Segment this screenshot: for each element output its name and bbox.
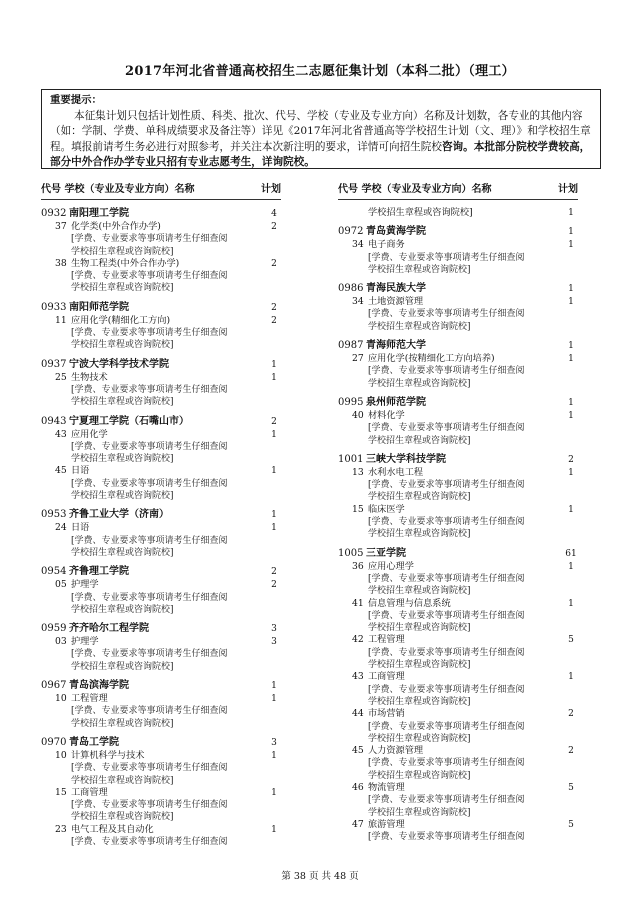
major-code: 03 <box>55 636 67 648</box>
plan-count: 1 <box>568 672 574 683</box>
plan-count: 2 <box>568 709 574 720</box>
header-school-label: 代号 学校（专业及专业方向）名称 <box>41 184 195 195</box>
plan-count: 2 <box>271 580 277 591</box>
major-name: 临床医学 <box>368 503 405 515</box>
note-line: 学校招生章程或咨询院校] <box>368 321 471 332</box>
note-line: [学费、专业要求等事项请考生仔细查阅 <box>368 758 525 769</box>
major-row <box>41 693 281 705</box>
school-row <box>338 453 578 467</box>
major-name: 工商管理 <box>368 671 405 683</box>
major-note <box>338 610 578 635</box>
school-name: 青海民族大学 <box>366 283 426 295</box>
major-code: 34 <box>352 239 364 251</box>
important-notice-box <box>41 89 601 169</box>
school-code: 0959 <box>41 623 67 635</box>
major-code: 11 <box>55 314 67 326</box>
note-line: 学校招生章程或咨询院校] <box>71 340 174 351</box>
major-code: 42 <box>352 634 364 646</box>
major-name: 旅游管理 <box>368 818 405 830</box>
plan-count: 1 <box>568 467 574 478</box>
major-code: 43 <box>352 671 364 683</box>
major-code: 46 <box>352 781 364 793</box>
major-code: 23 <box>55 823 67 835</box>
plan-count: 3 <box>271 624 277 635</box>
note-line: 学校招生章程或咨询院校] <box>368 207 473 218</box>
major-row <box>338 598 578 610</box>
school-row <box>41 565 281 579</box>
major-note <box>41 799 281 824</box>
note-line: 学校招生章程或咨询院校] <box>368 529 471 540</box>
note-line: [学费、专业要求等事项请考生仔细查阅 <box>368 610 525 621</box>
plan-count: 5 <box>568 819 574 830</box>
major-code: 44 <box>352 708 364 720</box>
plan-count: 1 <box>568 208 574 218</box>
note-line: [学费、专业要求等事项请考生仔细查阅 <box>368 832 525 843</box>
major-name: 应用化学 <box>71 428 108 440</box>
plan-count: 1 <box>271 694 277 705</box>
plan-count: 2 <box>271 416 277 427</box>
major-name: 工程管理 <box>368 634 405 646</box>
plan-count: 1 <box>568 297 574 308</box>
major-row <box>338 745 578 757</box>
major-row <box>338 504 578 516</box>
school-code: 0932 <box>41 208 67 219</box>
note-line: 学校招生章程或咨询院校] <box>368 435 471 446</box>
note-line: [学费、专业要求等事项请考生仔细查阅 <box>71 592 228 603</box>
note-line: [学费、专业要求等事项请考生仔细查阅 <box>71 478 228 489</box>
major-row <box>338 819 578 831</box>
school-code: 0937 <box>41 358 67 370</box>
note-line: 学校招生章程或咨询院校] <box>71 604 174 615</box>
plan-count: 1 <box>271 681 277 692</box>
school-name: 青岛滨海学院 <box>69 680 129 692</box>
major-note <box>338 757 578 782</box>
major-note <box>338 831 578 843</box>
plan-count: 2 <box>271 315 277 326</box>
school-row <box>338 339 578 353</box>
note-line: [学费、专业要求等事项请考生仔细查阅 <box>368 517 525 528</box>
note-line: [学费、专业要求等事项请考生仔细查阅 <box>368 252 525 263</box>
major-name: 市场营销 <box>368 708 405 720</box>
major-name: 化学类(中外合作办学) <box>71 221 161 232</box>
major-row <box>338 467 578 479</box>
major-code: 45 <box>55 465 67 477</box>
major-code: 41 <box>352 597 364 609</box>
note-line: 学校招生章程或咨询院校] <box>71 454 174 465</box>
major-row <box>41 579 281 591</box>
major-note <box>338 422 578 447</box>
note-line: [学费、专业要求等事项请考生仔细查阅 <box>71 384 228 395</box>
left-column <box>41 181 281 848</box>
major-note <box>41 233 281 258</box>
plan-count: 1 <box>271 466 277 477</box>
major-row <box>41 824 281 836</box>
header-school-label: 代号 学校（专业及专业方向）名称 <box>338 184 492 195</box>
school-row <box>41 301 281 315</box>
school-code: 0933 <box>41 301 67 313</box>
major-note <box>41 441 281 466</box>
major-row <box>338 410 578 422</box>
note-line: [学费、专业要求等事项请考生仔细查阅 <box>368 480 525 491</box>
major-row <box>41 221 281 233</box>
notice-body-text: 本征集计划只包括计划性质、科类、批次、代号、学校（专业及专业方向）名称及计划数，各专业的其他内容（如：学制、学费、单科成绩要求及备注等）详见《2017年河北省普通高等学校招生计划（文、理）》和学校招生章程。填报前请考生务必进行对照参考，并关注本次新注明的要求，详情可向招生院校 <box>50 109 591 153</box>
plan-count: 1 <box>568 410 574 421</box>
major-code: 05 <box>55 579 67 591</box>
plan-count: 1 <box>568 227 574 238</box>
plan-count: 1 <box>271 523 277 534</box>
school-row <box>41 358 281 372</box>
major-note <box>338 794 578 819</box>
note-line: 学校招生章程或咨询院校] <box>368 770 471 781</box>
major-row <box>41 636 281 648</box>
major-row <box>338 782 578 794</box>
major-row <box>41 258 281 270</box>
column-header <box>41 181 281 200</box>
note-line: [学费、专业要求等事项请考生仔细查阅 <box>368 423 525 434</box>
school-code: 0967 <box>41 680 67 692</box>
major-code: 13 <box>352 466 364 478</box>
header-plan-label: 计划 <box>261 184 281 195</box>
school-row <box>41 622 281 636</box>
major-row <box>338 708 578 720</box>
major-note <box>41 478 281 503</box>
school-row <box>338 225 578 239</box>
major-note <box>41 327 281 352</box>
plan-count: 2 <box>568 746 574 757</box>
major-row <box>338 634 578 646</box>
school-row <box>338 547 578 561</box>
notice-body-bold: 咨询。本批部分院校学费较高，部分中外合作办学专业只招有专业志愿考生，详询院校。 <box>50 140 591 169</box>
major-note <box>41 762 281 787</box>
school-row <box>41 736 281 750</box>
plan-count: 1 <box>271 787 277 798</box>
school-code: 0953 <box>41 509 67 521</box>
plan-count: 2 <box>271 222 277 232</box>
major-name: 日语 <box>71 522 90 534</box>
plan-count: 1 <box>271 750 277 761</box>
note-line: 学校招生章程或咨询院校] <box>71 397 174 408</box>
note-line: 学校招生章程或咨询院校] <box>368 733 471 744</box>
notice-heading: 重要提示： <box>50 94 102 106</box>
note-line: 学校招生章程或咨询院校] <box>368 264 471 275</box>
major-row-continued <box>338 207 578 219</box>
major-row <box>41 750 281 762</box>
note-line: [学费、专业要求等事项请考生仔细查阅 <box>368 795 525 806</box>
major-code: 47 <box>352 818 364 830</box>
major-code: 36 <box>352 560 364 572</box>
school-name: 南阳师范学院 <box>69 301 129 313</box>
major-name: 工商管理 <box>71 786 108 798</box>
plan-count: 1 <box>568 397 574 408</box>
plan-count: 2 <box>271 567 277 578</box>
note-line: 学校招生章程或咨询院校] <box>368 696 471 707</box>
major-row <box>338 353 578 365</box>
major-name: 应用心理学 <box>368 560 414 572</box>
note-line: 学校招生章程或咨询院校] <box>368 586 471 597</box>
note-line: [学费、专业要求等事项请考生仔细查阅 <box>71 271 228 282</box>
school-code: 1005 <box>338 547 364 559</box>
plan-count: 3 <box>271 637 277 648</box>
plan-count: 1 <box>568 354 574 365</box>
major-code: 27 <box>352 353 364 365</box>
major-row <box>41 522 281 534</box>
plan-count: 2 <box>271 302 277 313</box>
school-name: 齐鲁理工学院 <box>69 566 129 578</box>
note-line: [学费、专业要求等事项请考生仔细查阅 <box>368 366 525 377</box>
note-line: 学校招生章程或咨询院校] <box>368 378 471 389</box>
major-note <box>41 384 281 409</box>
school-name: 宁波大学科学技术学院 <box>69 358 169 370</box>
school-row <box>338 396 578 410</box>
note-line: 学校招生章程或咨询院校] <box>71 775 174 786</box>
plan-count: 61 <box>565 548 577 559</box>
note-line: 学校招生章程或咨询院校] <box>71 812 174 823</box>
note-line: 学校招生章程或咨询院校] <box>71 547 174 558</box>
plan-count: 1 <box>271 359 277 370</box>
major-note <box>338 516 578 541</box>
note-line: 学校招生章程或咨询院校] <box>71 246 174 257</box>
major-note <box>338 479 578 504</box>
major-row <box>41 787 281 799</box>
major-note <box>41 535 281 560</box>
school-row <box>41 679 281 693</box>
note-line: [学费、专业要求等事项请考生仔细查阅 <box>368 573 525 584</box>
major-row <box>41 429 281 441</box>
note-line: [学费、专业要求等事项请考生仔细查阅 <box>71 800 228 811</box>
column-header <box>338 181 578 200</box>
major-code: 10 <box>55 693 67 705</box>
major-note <box>338 647 578 672</box>
school-name: 青海师范大学 <box>366 340 426 352</box>
school-row <box>41 415 281 429</box>
major-note <box>338 308 578 333</box>
major-note <box>41 836 281 848</box>
plan-count: 4 <box>271 209 277 219</box>
school-row <box>41 207 281 221</box>
plan-count: 1 <box>271 824 277 835</box>
major-code: 45 <box>352 745 364 757</box>
note-line: [学费、专业要求等事项请考生仔细查阅 <box>71 441 228 452</box>
major-row <box>41 465 281 477</box>
note-line: 学校招生章程或咨询院校] <box>368 660 471 671</box>
major-name: 应用化学(按精细化工方向培养) <box>368 353 495 365</box>
major-name: 生物工程类(中外合作办学) <box>71 257 180 269</box>
major-code: 10 <box>55 749 67 761</box>
major-code: 15 <box>55 786 67 798</box>
note-line: [学费、专业要求等事项请考生仔细查阅 <box>368 647 525 658</box>
notice-body <box>50 109 594 171</box>
school-code: 1001 <box>338 453 364 465</box>
plan-count: 1 <box>568 240 574 251</box>
plan-count: 1 <box>568 598 574 609</box>
major-name: 土地资源管理 <box>368 296 424 308</box>
major-code: 15 <box>352 503 364 515</box>
major-code: 37 <box>55 221 67 232</box>
plan-count: 5 <box>568 782 574 793</box>
school-name: 齐鲁工业大学（济南） <box>69 509 169 521</box>
major-note <box>338 573 578 598</box>
major-name: 信息管理与信息系统 <box>368 597 451 609</box>
right-column <box>338 181 578 843</box>
major-row <box>338 239 578 251</box>
school-name: 齐齐哈尔工程学院 <box>69 623 149 635</box>
note-line: [学费、专业要求等事项请考生仔细查阅 <box>71 328 228 339</box>
header-plan-label: 计划 <box>558 184 578 195</box>
major-name: 计算机科学与技术 <box>71 749 145 761</box>
note-line: [学费、专业要求等事项请考生仔细查阅 <box>71 234 228 245</box>
plan-count: 1 <box>271 429 277 440</box>
school-code: 0970 <box>41 736 67 748</box>
note-line: [学费、专业要求等事项请考生仔细查阅 <box>71 836 228 847</box>
note-line: [学费、专业要求等事项请考生仔细查阅 <box>71 763 228 774</box>
school-name: 南阳理工学院 <box>69 208 129 219</box>
school-name: 青岛工学院 <box>69 736 119 748</box>
school-code: 0972 <box>338 226 364 238</box>
major-code: 43 <box>55 428 67 440</box>
major-row <box>338 561 578 573</box>
major-note <box>41 592 281 617</box>
major-note <box>41 648 281 673</box>
note-line: 学校招生章程或咨询院校] <box>71 661 174 672</box>
major-note <box>41 270 281 295</box>
plan-count: 2 <box>568 454 574 465</box>
major-code: 24 <box>55 522 67 534</box>
note-line: 学校招生章程或咨询院校] <box>368 623 471 634</box>
major-name: 工程管理 <box>71 693 108 705</box>
major-name: 材料化学 <box>368 409 405 421</box>
school-row <box>338 282 578 296</box>
plan-count: 1 <box>271 510 277 521</box>
major-name: 日语 <box>71 465 90 477</box>
major-name: 护理学 <box>71 579 99 591</box>
school-name: 宁夏理工学院（石嘴山市） <box>69 415 189 427</box>
major-code: 40 <box>352 409 364 421</box>
plan-count: 1 <box>271 372 277 383</box>
plan-count: 3 <box>271 737 277 748</box>
major-name: 物流管理 <box>368 781 405 793</box>
school-code: 0987 <box>338 340 364 352</box>
note-line: [学费、专业要求等事项请考生仔细查阅 <box>71 649 228 660</box>
note-line: [学费、专业要求等事项请考生仔细查阅 <box>368 309 525 320</box>
major-row <box>338 296 578 308</box>
major-name: 电子商务 <box>368 239 405 251</box>
school-row <box>41 508 281 522</box>
school-code: 0943 <box>41 415 67 427</box>
plan-count: 1 <box>568 284 574 295</box>
major-name: 护理学 <box>71 636 99 648</box>
major-row <box>41 372 281 384</box>
major-name: 人力资源管理 <box>368 745 424 757</box>
note-line: [学费、专业要求等事项请考生仔细查阅 <box>71 535 228 546</box>
school-name: 三峡大学科技学院 <box>366 453 446 465</box>
note-line: [学费、专业要求等事项请考生仔细查阅 <box>368 684 525 695</box>
note-line: [学费、专业要求等事项请考生仔细查阅 <box>368 721 525 732</box>
plan-count: 1 <box>568 341 574 352</box>
major-name: 应用化学(精细化工方向) <box>71 314 171 326</box>
major-code: 34 <box>352 296 364 308</box>
page-footer: 第 38 页 共 48 页 <box>281 871 359 882</box>
school-name: 泉州师范学院 <box>366 396 426 408</box>
school-name: 青岛黄海学院 <box>366 226 426 238</box>
school-code: 0954 <box>41 566 67 578</box>
plan-count: 5 <box>568 635 574 646</box>
school-code: 0986 <box>338 283 364 295</box>
major-note <box>338 721 578 746</box>
note-line: [学费、专业要求等事项请考生仔细查阅 <box>71 706 228 717</box>
major-code: 25 <box>55 371 67 383</box>
note-line: 学校招生章程或咨询院校] <box>368 807 471 818</box>
major-note <box>338 365 578 390</box>
major-note <box>41 705 281 730</box>
major-note <box>338 252 578 277</box>
note-line: 学校招生章程或咨询院校] <box>71 491 174 502</box>
major-note <box>338 684 578 709</box>
major-row <box>41 315 281 327</box>
major-name: 电气工程及其自动化 <box>71 823 154 835</box>
page-title: 2017年河北省普通高校招生二志愿征集计划（本科二批）（理工） <box>125 64 515 79</box>
plan-count: 2 <box>271 258 277 269</box>
major-code: 38 <box>55 257 67 269</box>
major-name: 水利水电工程 <box>368 466 424 478</box>
plan-count: 1 <box>568 561 574 572</box>
note-line: 学校招生章程或咨询院校] <box>368 492 471 503</box>
note-line: 学校招生章程或咨询院校] <box>71 283 174 294</box>
major-row <box>338 671 578 683</box>
major-name: 生物技术 <box>71 371 108 383</box>
school-code: 0995 <box>338 396 364 408</box>
note-line: 学校招生章程或咨询院校] <box>71 718 174 729</box>
plan-count: 1 <box>568 504 574 515</box>
school-name: 三亚学院 <box>366 547 406 559</box>
